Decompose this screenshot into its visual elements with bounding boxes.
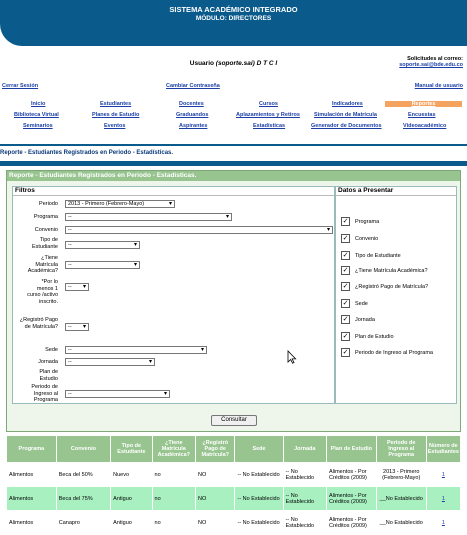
consultar-button[interactable]: Consultar xyxy=(211,415,257,426)
section-bar xyxy=(0,161,467,166)
table-cell: -- No Establecido xyxy=(235,511,283,535)
curso-select[interactable] xyxy=(65,283,89,291)
convenio-select[interactable] xyxy=(65,226,333,234)
filters-panel xyxy=(12,186,335,404)
table-row xyxy=(7,463,461,487)
support-email-link[interactable]: soporte.sai@bde.edu.co xyxy=(399,62,463,68)
chevron-down-icon: ▾ xyxy=(326,227,330,233)
menu-item-estudiantes[interactable]: Estudiantes xyxy=(100,101,132,107)
table-cell: -- No Establecido xyxy=(283,487,326,511)
results-table xyxy=(6,435,461,535)
table-cell: Canapro xyxy=(56,511,110,535)
header-banner xyxy=(0,0,467,46)
results-header-row xyxy=(7,436,461,463)
table-cell: Alimentos xyxy=(7,511,57,535)
student-count-cell xyxy=(426,511,460,535)
menu-item-encuestas[interactable]: Encuestas xyxy=(408,112,436,118)
breadcrumb: Reporte - Estudiantes Registrados en Periodo - Estadísticas. xyxy=(0,150,174,156)
column-header: Jornada xyxy=(283,436,326,463)
menu-item-inicio[interactable]: Inicio xyxy=(31,101,46,107)
periodo-label: Periodo xyxy=(39,201,58,207)
table-cell: Alimentos xyxy=(7,487,57,511)
display-options-panel xyxy=(335,186,457,404)
table-cell: Beca del 75% xyxy=(56,487,110,511)
menu-item-reportes[interactable]: Reportes xyxy=(385,101,462,107)
menu-divider xyxy=(0,144,467,146)
chevron-down-icon: ▾ xyxy=(168,201,172,207)
table-cell: Beca del 50% xyxy=(56,463,110,487)
table-cell: -- No Establecido xyxy=(235,463,283,487)
table-cell: Alimentos - Por Créditos (2009) xyxy=(326,511,376,535)
jornada-label: Jornada xyxy=(38,359,58,365)
chevron-down-icon: ▾ xyxy=(200,347,204,353)
menu-item-docentes[interactable]: Docentes xyxy=(179,101,204,107)
sede-option-label: Sede xyxy=(355,301,368,307)
sede-value: -- xyxy=(68,347,72,353)
table-cell: no xyxy=(152,487,196,511)
menu-item-planes[interactable]: Planes de Estudio xyxy=(92,112,140,118)
menu-item-aspirantes[interactable]: Aspirantes xyxy=(179,123,208,129)
tipo-select[interactable] xyxy=(65,241,140,249)
table-cell: -- No Establecido xyxy=(283,511,326,535)
menu-item-simulacion[interactable]: Simulación de Matrícula xyxy=(314,112,377,118)
table-cell: NO xyxy=(196,511,235,535)
menu-item-eventos[interactable]: Eventos xyxy=(104,123,126,129)
convenio-option-label: Convenio xyxy=(355,236,379,242)
table-cell: no xyxy=(152,511,196,535)
chevron-down-icon: ▾ xyxy=(133,242,137,248)
periodo-ingreso-label: Periodo de Ingreso al Programa xyxy=(31,384,58,403)
report-panel xyxy=(6,170,461,432)
table-cell: Alimentos xyxy=(7,463,57,487)
menu-item-cursos[interactable]: Cursos xyxy=(259,101,278,107)
main-menu xyxy=(0,101,467,134)
periodo-ingreso-select[interactable] xyxy=(65,390,170,398)
programa-checkbox[interactable]: ✓ xyxy=(342,218,349,225)
student-count-link[interactable]: 1 xyxy=(441,471,445,478)
menu-item-indicadores[interactable]: Indicadores xyxy=(332,101,363,107)
chevron-down-icon: ▾ xyxy=(148,359,152,365)
column-header: Periodo de Ingreso al Programa xyxy=(376,436,426,463)
system-title: SISTEMA ACADÉMICO INTEGRADO xyxy=(169,5,298,14)
programa-label: Programa xyxy=(33,214,58,220)
student-count-link[interactable]: 1 xyxy=(441,519,445,526)
convenio-value: -- xyxy=(68,227,72,233)
column-header: Programa xyxy=(7,436,57,463)
tipo-value: -- xyxy=(68,242,72,248)
jornada-checkbox[interactable]: ✓ xyxy=(342,316,349,323)
module-title: MÓDULO: DIRECTORES xyxy=(195,15,272,22)
table-cell: Alimentos - Por Créditos (2009) xyxy=(326,463,376,487)
table-cell: no xyxy=(152,463,196,487)
column-header: Convenio xyxy=(56,436,110,463)
matricula-option-label: ¿Tiene Matrícula Académica? xyxy=(355,268,428,274)
menu-item-biblioteca[interactable]: Biblioteca Virtual xyxy=(14,112,59,118)
table-cell: __No Establecido xyxy=(376,487,426,511)
chevron-down-icon: ▾ xyxy=(225,214,229,220)
top-links xyxy=(0,83,467,92)
pago-label: ¿Registró Pago de Matrícula? xyxy=(19,317,58,330)
table-cell: __No Establecido xyxy=(376,511,426,535)
menu-item-aplazamientos[interactable]: Aplazamientos y Retiros xyxy=(236,112,300,118)
programa-option-label: Programa xyxy=(355,219,380,225)
tipo-option-label: Tipo de Estudiante xyxy=(355,253,401,259)
table-cell: Antiguo xyxy=(111,487,152,511)
plan-checkbox[interactable]: ✓ xyxy=(342,333,349,340)
user-name: D T C I xyxy=(256,60,278,67)
periodo-select[interactable] xyxy=(65,200,175,208)
student-count-cell xyxy=(426,487,460,511)
column-header: ¿Tiene Matrícula Académica? xyxy=(152,436,196,463)
student-count-link[interactable]: 1 xyxy=(441,495,445,502)
user-prefix: Usuario xyxy=(189,60,214,67)
menu-item-generador[interactable]: Generador de Documentos xyxy=(311,123,382,129)
pago-value: -- xyxy=(68,324,72,330)
table-cell: -- No Establecido xyxy=(235,487,283,511)
programa-value: -- xyxy=(68,214,72,220)
pago-checkbox[interactable]: ✓ xyxy=(342,283,349,290)
column-header: Plan de Estudio xyxy=(326,436,376,463)
matricula-checkbox[interactable]: ✓ xyxy=(342,267,349,274)
table-cell: Nuevo xyxy=(111,463,152,487)
menu-item-estadisticas[interactable]: Estadísticas xyxy=(253,123,286,129)
menu-item-graduandos[interactable]: Graduandos xyxy=(176,112,209,118)
chevron-down-icon: ▾ xyxy=(163,391,167,397)
curso-label: *Por lo menos 1 curso /activo inscrito. xyxy=(27,279,58,305)
periodo-ingreso-value: -- xyxy=(68,391,72,397)
programa-select[interactable] xyxy=(65,213,232,221)
pago-option-label: ¿Registró Pago de Matrícula? xyxy=(355,284,429,290)
pago-select[interactable] xyxy=(65,323,89,331)
display-heading: Datos a Presentar xyxy=(336,187,456,196)
column-header: ¿Registró Pago de Matrícula? xyxy=(196,436,235,463)
column-header: Sede xyxy=(235,436,283,463)
convenio-checkbox[interactable]: ✓ xyxy=(342,235,349,242)
table-cell: NO xyxy=(196,463,235,487)
matricula-label: ¿Tiene Matrícula Académica? xyxy=(27,255,58,274)
tipo-checkbox[interactable]: ✓ xyxy=(342,252,349,259)
chevron-down-icon: ▾ xyxy=(133,262,137,268)
plan-label: Plan de Estudio xyxy=(39,369,58,382)
periodo-ingreso-option-label: Periodo de Ingreso al Programa xyxy=(355,350,433,356)
periodo-ingreso-checkbox[interactable]: ✓ xyxy=(342,349,349,356)
curso-value: -- xyxy=(68,284,72,290)
plan-option-label: Plan de Estudio xyxy=(355,334,394,340)
sede-checkbox[interactable]: ✓ xyxy=(342,300,349,307)
filters-heading: Filtros xyxy=(13,187,334,196)
convenio-label: Convenio xyxy=(34,227,58,233)
user-manual-link[interactable]: Manual de usuario xyxy=(414,83,463,89)
matricula-select[interactable] xyxy=(65,261,140,269)
support-requests xyxy=(399,56,463,68)
report-panel-title: Reporte - Estudiantes Registrados en Periodo - Estadísticas. xyxy=(7,171,460,181)
sede-label: Sede xyxy=(45,347,58,353)
menu-item-videoacademico[interactable]: Videoacadémico xyxy=(403,123,447,129)
logout-link[interactable]: Cerrar Sesión xyxy=(2,83,39,89)
jornada-option-label: Jornada xyxy=(355,317,375,323)
menu-item-seminarios[interactable]: Seminarios xyxy=(23,123,53,129)
jornada-value: -- xyxy=(68,359,72,365)
chevron-down-icon: ▾ xyxy=(82,324,86,330)
column-header: Número de Estudiantes xyxy=(426,436,460,463)
table-cell: -- No Establecido xyxy=(283,463,326,487)
table-cell: NO xyxy=(196,487,235,511)
periodo-value: 2013 - Primero (Febrero-Mayo) xyxy=(68,201,145,207)
chevron-down-icon: ▾ xyxy=(82,284,86,290)
table-cell: 2013 - Primero (Febrero-Mayo) xyxy=(376,463,426,487)
user-account: (soporte.sai) xyxy=(215,60,255,67)
matricula-value: -- xyxy=(68,262,72,268)
table-cell: Alimentos - Por Créditos (2009) xyxy=(326,487,376,511)
sede-select[interactable] xyxy=(65,346,207,354)
change-password-link[interactable]: Cambiar Contraseña xyxy=(166,83,220,89)
table-row xyxy=(7,511,461,535)
tipo-label: Tipo de Estudiante xyxy=(32,237,58,250)
table-cell: Antiguo xyxy=(111,511,152,535)
mouse-pointer-icon xyxy=(287,350,297,364)
student-count-cell xyxy=(426,463,460,487)
jornada-select[interactable] xyxy=(65,358,155,366)
support-label: Solicitudes al correo: xyxy=(407,56,463,62)
column-header: Tipo de Estudiante xyxy=(111,436,152,463)
table-row xyxy=(7,487,461,511)
user-info xyxy=(0,60,467,67)
